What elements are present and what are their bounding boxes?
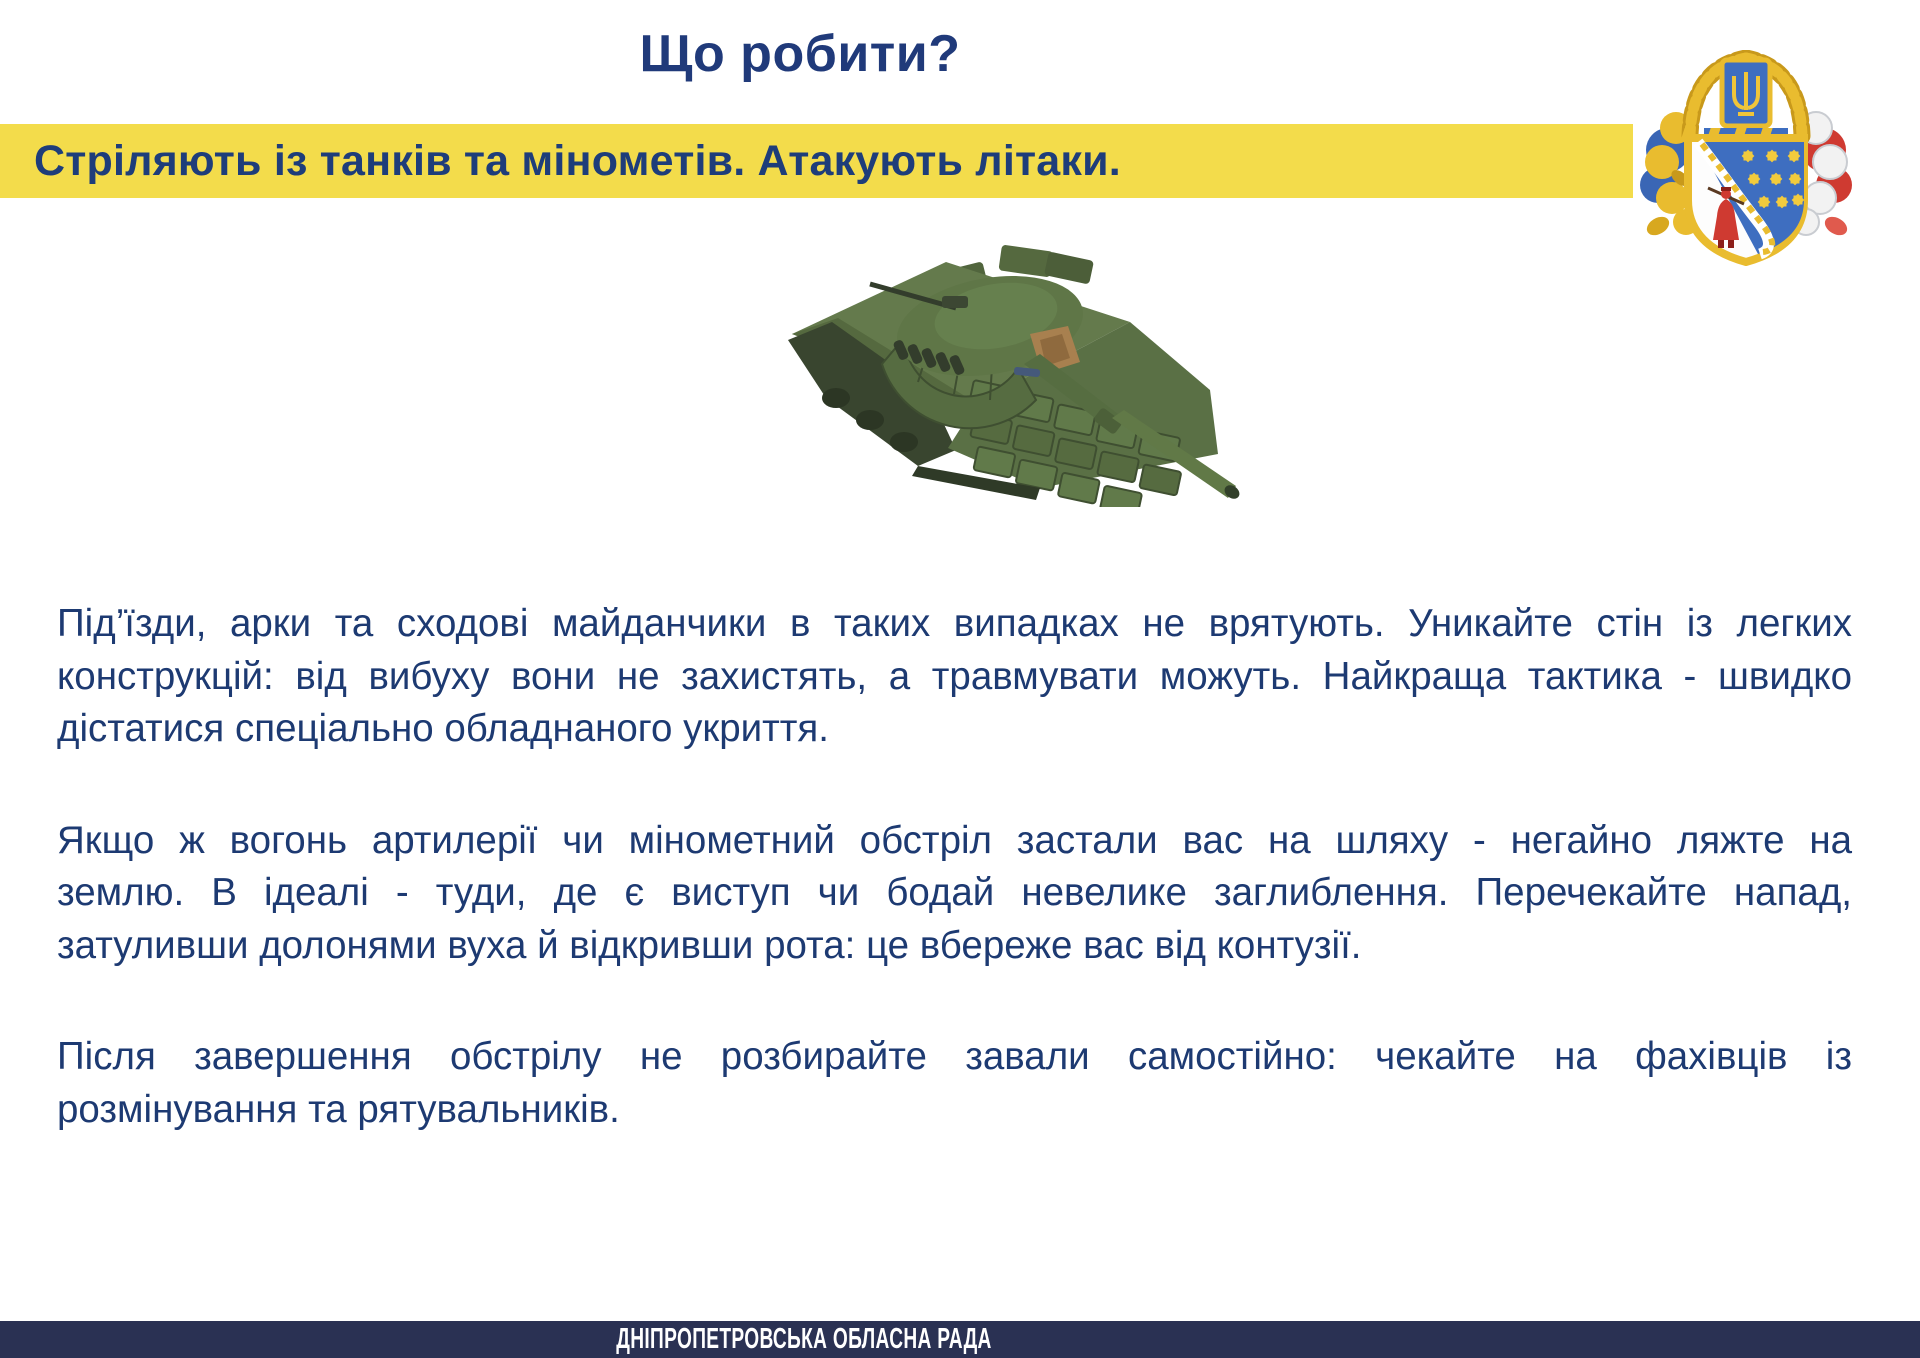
text-line: конструкцій: від вибуху вони не захистять, а травмувати можуть. Найкраща тактика - швидко (57, 654, 1852, 698)
text-line: Якщо ж вогонь артилерії чи мінометний обстріл застали вас на шляху - негайно ляжте на (57, 818, 1852, 862)
body-text (57, 598, 1852, 1195)
crest-shield (1688, 138, 1804, 262)
text-line: затуливши долонями вуха й відкривши рота: це вбереже вас від контузії. (57, 923, 1362, 967)
footer-bar (0, 1321, 1920, 1358)
paragraph-1 (57, 598, 1852, 756)
footer-label: ДНІПРОПЕТРОВСЬКА ОБЛАСНА РАДА (616, 1323, 992, 1355)
paragraph-2 (57, 815, 1852, 973)
banner-label: Стріляють із танків та мінометів. Атакують літаки. (34, 136, 1121, 185)
page-title: Що робити? (639, 25, 961, 83)
tank-image (778, 222, 1250, 507)
alert-banner (0, 124, 1633, 198)
crest-trident-panel (1722, 60, 1770, 126)
text-line: дістатися спеціально обладнаного укриття. (57, 707, 829, 750)
text-line: розмінування та рятувальників. (57, 1087, 620, 1131)
coat-of-arms-icon (1632, 50, 1860, 266)
text-line: землю. В ідеалі - туди, де є виступ чи бодай невелике заглиблення. Перечекайте напад, (57, 871, 1852, 914)
paragraph-3 (57, 1031, 1852, 1136)
text-line: Після завершення обстрілу не розбирайте завали самостійно: чекайте на фахівців із (57, 1035, 1852, 1078)
text-line: Під’їзди, арки та сходові майданчики в таких випадках не врятують. Уникайте стін із легких (57, 602, 1852, 645)
